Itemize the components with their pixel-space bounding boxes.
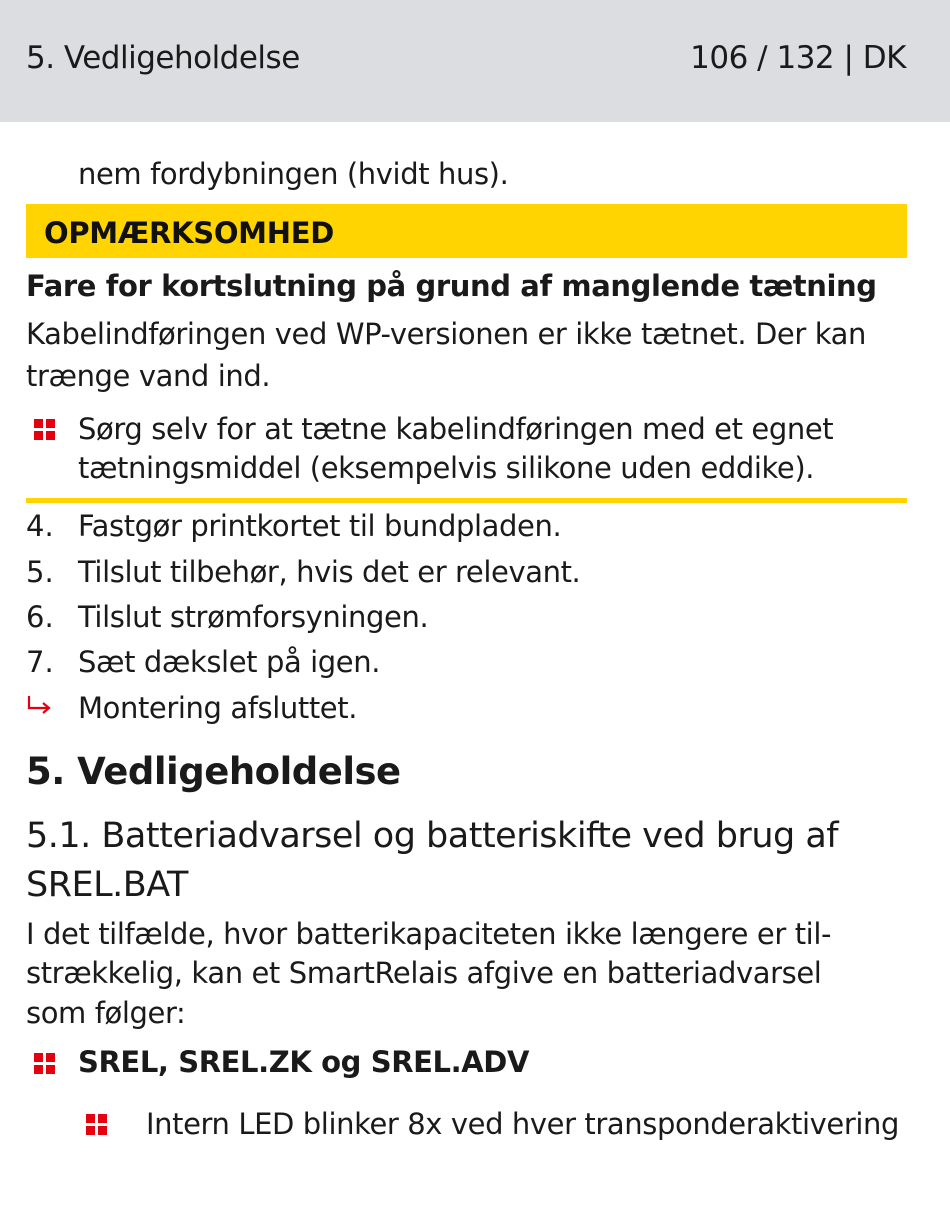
red-bullet-icon — [34, 1053, 56, 1075]
list-item: SREL, SREL.ZK og SREL.ADV — [78, 1045, 529, 1079]
intro-line: nem fordybningen (hvidt hus). — [78, 157, 509, 191]
step-number: 7. — [26, 645, 54, 679]
result-arrow-icon — [26, 694, 54, 716]
step-text: Sæt dækslet på igen. — [78, 645, 381, 679]
step-text: Tilslut strømforsyningen. — [78, 600, 429, 634]
step-number: 5. — [26, 555, 54, 589]
header-section-title: 5. Vedligeholdelse — [26, 40, 300, 76]
subsection-heading-line1: 5.1. Batteriadvarsel og batteriskifte ved brug af — [26, 816, 839, 856]
header-page-info: 106 / 132 | DK — [690, 40, 906, 76]
red-bullet-icon — [34, 419, 56, 441]
warning-banner — [26, 204, 907, 258]
sub-list-item: Intern LED blinker 8x ved hver transponderaktivering — [146, 1107, 900, 1141]
warning-text-line2: trænge vand ind. — [26, 359, 271, 393]
subsection-heading-line2: SREL.BAT — [26, 865, 188, 905]
step-number: 4. — [26, 509, 54, 543]
warning-text-line1: Kabelindføringen ved WP-versionen er ikke tætnet. Der kan — [26, 317, 866, 351]
red-bullet-icon — [86, 1114, 108, 1136]
warning-label: OPMÆRKSOMHED — [44, 216, 334, 250]
paragraph-line2: strækkelig, kan et SmartRelais afgive en batteriadvarsel — [26, 956, 822, 990]
section-heading: 5. Vedligeholdelse — [26, 750, 401, 793]
warning-bullet-line2: tætningsmiddel (eksempelvis silikone uden eddike). — [78, 451, 815, 485]
warning-title: Fare for kortslutning på grund af manglende tætning — [26, 269, 877, 303]
result-text: Montering afsluttet. — [78, 691, 358, 725]
warning-bullet-line1: Sørg selv for at tætne kabelindføringen med et egnet — [78, 412, 834, 446]
step-number: 6. — [26, 600, 54, 634]
page-header — [0, 0, 950, 122]
paragraph-line1: I det tilfælde, hvor batterikapaciteten ikke længere er til- — [26, 917, 832, 951]
paragraph-line3: som følger: — [26, 996, 186, 1030]
warning-divider — [26, 498, 907, 503]
step-text: Fastgør printkortet til bundpladen. — [78, 509, 562, 543]
step-text: Tilslut tilbehør, hvis det er relevant. — [78, 555, 581, 589]
